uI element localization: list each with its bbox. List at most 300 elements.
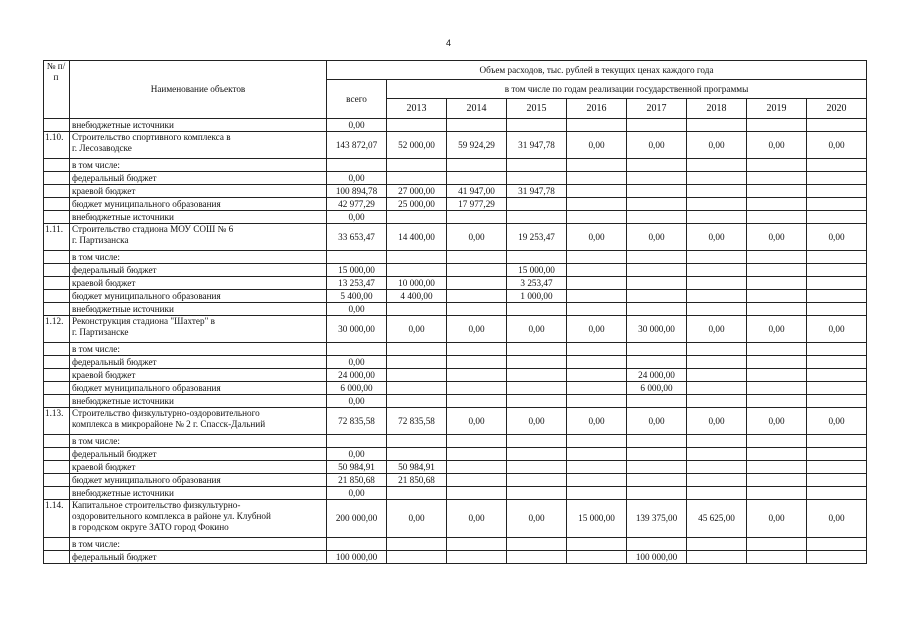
row-number	[44, 119, 70, 132]
header-year: 2014	[447, 99, 507, 119]
row-year-value	[507, 343, 567, 356]
row-year-value	[747, 159, 807, 172]
row-year-value	[627, 435, 687, 448]
row-year-value	[387, 551, 447, 564]
row-year-value	[687, 277, 747, 290]
row-name-line: Строительство стадиона МОУ СОШ № 6	[72, 224, 234, 234]
row-year-value: 0,00	[627, 224, 687, 251]
row-year-value: 0,00	[807, 224, 867, 251]
row-total: 0,00	[327, 356, 387, 369]
row-name	[70, 395, 327, 408]
row-total: 33 653,47	[327, 224, 387, 251]
row-year-value	[447, 435, 507, 448]
row-name	[70, 538, 327, 551]
row-year-value	[807, 356, 867, 369]
row-year-value	[747, 290, 807, 303]
header-total: всего	[327, 80, 387, 119]
row-year-value	[747, 356, 807, 369]
row-number: 1.14.	[44, 500, 70, 538]
row-year-value	[567, 395, 627, 408]
row-name-line: в городском округе ЗАТО город Фокино	[72, 522, 229, 532]
table-row	[44, 132, 867, 159]
table-row	[44, 290, 867, 303]
row-total: 50 984,91	[327, 461, 387, 474]
row-year-value: 0,00	[507, 408, 567, 435]
row-year-value	[387, 303, 447, 316]
row-year-value	[687, 343, 747, 356]
row-total: 0,00	[327, 448, 387, 461]
row-year-value	[687, 461, 747, 474]
row-year-value: 1 000,00	[507, 290, 567, 303]
row-year-value: 0,00	[447, 500, 507, 538]
row-total	[327, 159, 387, 172]
header-costs: Объем расходов, тыс. рублей в текущих ценах каждого года	[327, 61, 867, 80]
row-year-value	[747, 119, 807, 132]
row-year-value	[687, 487, 747, 500]
row-name-line: внебюджетные источники	[72, 303, 174, 314]
row-year-value: 52 000,00	[387, 132, 447, 159]
row-year-value	[747, 382, 807, 395]
row-number	[44, 382, 70, 395]
row-year-value	[507, 487, 567, 500]
row-name-line: Строительство спортивного комплекса в	[72, 132, 231, 142]
row-year-value: 0,00	[747, 500, 807, 538]
row-year-value	[387, 251, 447, 264]
row-year-value	[387, 487, 447, 500]
row-year-value	[447, 303, 507, 316]
row-name	[70, 356, 327, 369]
header-years-group: в том числе по годам реализации государственной программы	[387, 80, 867, 99]
header-year: 2019	[747, 99, 807, 119]
table-row	[44, 408, 867, 435]
row-year-value	[567, 264, 627, 277]
row-year-value	[447, 356, 507, 369]
row-number	[44, 251, 70, 264]
table-row	[44, 264, 867, 277]
row-year-value	[387, 343, 447, 356]
row-year-value: 24 000,00	[627, 369, 687, 382]
row-name-line: бюджет муниципального образования	[72, 290, 221, 301]
table-row	[44, 448, 867, 461]
row-year-value	[447, 159, 507, 172]
row-name-line: федеральный бюджет	[72, 356, 157, 367]
row-year-value	[687, 435, 747, 448]
row-year-value: 50 984,91	[387, 461, 447, 474]
row-number	[44, 198, 70, 211]
row-year-value	[567, 435, 627, 448]
row-year-value: 0,00	[567, 132, 627, 159]
row-year-value	[807, 474, 867, 487]
row-total: 5 400,00	[327, 290, 387, 303]
row-total: 143 872,07	[327, 132, 387, 159]
row-name	[70, 251, 327, 264]
row-year-value	[807, 303, 867, 316]
row-year-value: 3 253,47	[507, 277, 567, 290]
row-year-value	[447, 382, 507, 395]
row-year-value	[747, 448, 807, 461]
row-name-line: внебюджетные источники	[72, 119, 174, 130]
row-year-value	[627, 538, 687, 551]
row-year-value	[747, 211, 807, 224]
row-year-value	[447, 264, 507, 277]
row-total	[327, 538, 387, 551]
row-number	[44, 185, 70, 198]
row-year-value: 0,00	[747, 224, 807, 251]
row-name	[70, 211, 327, 224]
row-year-value	[387, 538, 447, 551]
row-year-value	[627, 303, 687, 316]
row-year-value	[507, 435, 567, 448]
table-row	[44, 343, 867, 356]
row-year-value	[747, 538, 807, 551]
table-row	[44, 211, 867, 224]
row-year-value	[807, 290, 867, 303]
row-year-value	[447, 343, 507, 356]
row-number	[44, 538, 70, 551]
row-year-value	[447, 119, 507, 132]
row-total: 0,00	[327, 211, 387, 224]
row-year-value	[687, 395, 747, 408]
row-total: 6 000,00	[327, 382, 387, 395]
row-name-line: федеральный бюджет	[72, 172, 157, 183]
row-year-value	[687, 172, 747, 185]
row-year-value	[507, 448, 567, 461]
row-name	[70, 303, 327, 316]
row-year-value	[687, 369, 747, 382]
row-year-value	[627, 448, 687, 461]
row-year-value: 0,00	[807, 408, 867, 435]
table-row	[44, 159, 867, 172]
row-year-value	[747, 303, 807, 316]
row-year-value: 0,00	[747, 408, 807, 435]
row-year-value	[567, 198, 627, 211]
row-name-line: в том числе:	[72, 435, 120, 446]
row-year-value	[447, 474, 507, 487]
row-year-value	[627, 395, 687, 408]
row-year-value	[747, 198, 807, 211]
row-total: 30 000,00	[327, 316, 387, 343]
row-year-value	[807, 395, 867, 408]
row-year-value: 0,00	[687, 224, 747, 251]
row-total: 13 253,47	[327, 277, 387, 290]
row-name	[70, 159, 327, 172]
row-year-value	[627, 290, 687, 303]
row-year-value	[747, 435, 807, 448]
row-name	[70, 408, 327, 435]
row-year-value	[807, 487, 867, 500]
row-year-value: 4 400,00	[387, 290, 447, 303]
row-name	[70, 316, 327, 343]
header-year: 2015	[507, 99, 567, 119]
row-year-value	[567, 172, 627, 185]
row-year-value	[807, 435, 867, 448]
row-number	[44, 211, 70, 224]
row-name	[70, 474, 327, 487]
row-year-value	[807, 185, 867, 198]
row-name	[70, 277, 327, 290]
row-total: 200 000,00	[327, 500, 387, 538]
row-name-line: г. Партизанска	[72, 235, 129, 245]
row-name-line: оздоровительного комплекса в районе ул. Клубной	[72, 511, 271, 521]
row-year-value	[447, 448, 507, 461]
row-year-value	[447, 369, 507, 382]
header-year: 2016	[567, 99, 627, 119]
row-year-value	[507, 474, 567, 487]
row-year-value	[747, 264, 807, 277]
row-year-value: 15 000,00	[567, 500, 627, 538]
row-year-value: 0,00	[747, 132, 807, 159]
row-name	[70, 500, 327, 538]
row-year-value	[447, 551, 507, 564]
row-year-value	[807, 198, 867, 211]
row-year-value: 41 947,00	[447, 185, 507, 198]
row-number	[44, 474, 70, 487]
row-name	[70, 448, 327, 461]
row-year-value	[807, 172, 867, 185]
row-year-value	[687, 551, 747, 564]
row-year-value	[447, 461, 507, 474]
row-year-value	[567, 290, 627, 303]
row-number: 1.12.	[44, 316, 70, 343]
row-year-value	[627, 185, 687, 198]
row-number	[44, 172, 70, 185]
row-year-value	[507, 395, 567, 408]
row-year-value	[507, 172, 567, 185]
header-year: 2013	[387, 99, 447, 119]
row-number	[44, 395, 70, 408]
row-total	[327, 343, 387, 356]
row-year-value	[627, 119, 687, 132]
row-total: 0,00	[327, 172, 387, 185]
row-year-value: 0,00	[447, 316, 507, 343]
row-year-value: 0,00	[507, 500, 567, 538]
row-total: 0,00	[327, 303, 387, 316]
table-row	[44, 474, 867, 487]
row-name-line: комплекса в микрорайоне № 2 г. Спасск-Дальний	[72, 419, 266, 429]
row-year-value	[567, 251, 627, 264]
row-year-value	[807, 251, 867, 264]
row-year-value	[447, 290, 507, 303]
row-year-value: 0,00	[507, 316, 567, 343]
row-name-line: в том числе:	[72, 538, 120, 549]
row-name-line: бюджет муниципального образования	[72, 382, 221, 393]
row-number	[44, 461, 70, 474]
row-year-value	[567, 551, 627, 564]
table-row	[44, 551, 867, 564]
row-name	[70, 369, 327, 382]
row-year-value	[747, 395, 807, 408]
row-year-value	[447, 487, 507, 500]
row-year-value	[387, 264, 447, 277]
row-year-value: 59 924,29	[447, 132, 507, 159]
row-name	[70, 487, 327, 500]
table-row	[44, 316, 867, 343]
row-year-value	[807, 264, 867, 277]
row-name	[70, 185, 327, 198]
row-total: 0,00	[327, 119, 387, 132]
row-number	[44, 303, 70, 316]
row-year-value	[447, 211, 507, 224]
row-number	[44, 159, 70, 172]
row-name-line: Строительство физкультурно-оздоровительного	[72, 408, 260, 418]
row-year-value: 14 400,00	[387, 224, 447, 251]
row-total: 72 835,58	[327, 408, 387, 435]
row-year-value	[807, 538, 867, 551]
row-year-value	[807, 119, 867, 132]
table-row	[44, 185, 867, 198]
row-name-line: внебюджетные источники	[72, 487, 174, 498]
table-row	[44, 251, 867, 264]
row-year-value: 139 375,00	[627, 500, 687, 538]
table-row	[44, 277, 867, 290]
row-name-line: в том числе:	[72, 159, 120, 170]
row-year-value	[447, 395, 507, 408]
row-year-value	[627, 211, 687, 224]
row-year-value	[807, 448, 867, 461]
row-name-line: в том числе:	[72, 343, 120, 354]
row-year-value	[447, 277, 507, 290]
row-year-value	[387, 211, 447, 224]
row-year-value: 100 000,00	[627, 551, 687, 564]
row-number	[44, 264, 70, 277]
row-number	[44, 356, 70, 369]
row-name	[70, 435, 327, 448]
row-year-value: 0,00	[807, 316, 867, 343]
row-year-value	[687, 382, 747, 395]
row-name-line: г. Лесозаводске	[72, 143, 132, 153]
row-year-value	[747, 474, 807, 487]
row-year-value	[687, 448, 747, 461]
table-row	[44, 435, 867, 448]
table-row	[44, 369, 867, 382]
header-name: Наименование объектов	[70, 61, 327, 119]
table-row	[44, 224, 867, 251]
row-total: 0,00	[327, 395, 387, 408]
row-year-value	[627, 159, 687, 172]
row-year-value: 6 000,00	[627, 382, 687, 395]
row-name	[70, 119, 327, 132]
row-name-line: бюджет муниципального образования	[72, 198, 221, 209]
row-year-value	[567, 343, 627, 356]
row-year-value	[387, 435, 447, 448]
row-name-line: краевой бюджет	[72, 185, 136, 196]
header-year: 2017	[627, 99, 687, 119]
row-name-line: Реконструкция стадиона "Шахтер" в	[72, 316, 215, 326]
row-year-value: 0,00	[387, 500, 447, 538]
table-row	[44, 395, 867, 408]
row-year-value	[627, 198, 687, 211]
row-year-value	[687, 251, 747, 264]
row-number	[44, 487, 70, 500]
row-year-value	[627, 343, 687, 356]
table-row	[44, 461, 867, 474]
row-year-value: 0,00	[687, 408, 747, 435]
row-year-value	[687, 198, 747, 211]
row-name-line: краевой бюджет	[72, 277, 136, 288]
row-name	[70, 198, 327, 211]
row-year-value	[567, 369, 627, 382]
row-year-value: 72 835,58	[387, 408, 447, 435]
table-row	[44, 119, 867, 132]
row-year-value	[567, 538, 627, 551]
row-total	[327, 435, 387, 448]
row-year-value: 45 625,00	[687, 500, 747, 538]
row-year-value: 0,00	[747, 316, 807, 343]
table-row	[44, 382, 867, 395]
row-year-value	[627, 264, 687, 277]
row-year-value	[807, 343, 867, 356]
row-year-value	[807, 277, 867, 290]
row-year-value: 0,00	[447, 224, 507, 251]
row-year-value	[687, 211, 747, 224]
row-number	[44, 290, 70, 303]
row-year-value: 0,00	[687, 316, 747, 343]
row-year-value	[567, 474, 627, 487]
row-year-value: 0,00	[807, 132, 867, 159]
row-name-line: краевой бюджет	[72, 461, 136, 472]
row-year-value	[567, 185, 627, 198]
row-year-value	[687, 185, 747, 198]
row-year-value	[687, 119, 747, 132]
table-row	[44, 538, 867, 551]
row-year-value: 25 000,00	[387, 198, 447, 211]
row-year-value	[507, 198, 567, 211]
row-year-value	[567, 448, 627, 461]
row-year-value: 0,00	[447, 408, 507, 435]
row-year-value	[567, 119, 627, 132]
row-year-value	[807, 461, 867, 474]
row-year-value	[387, 395, 447, 408]
header-year: 2018	[687, 99, 747, 119]
row-year-value	[687, 290, 747, 303]
row-name	[70, 132, 327, 159]
row-year-value	[387, 356, 447, 369]
row-year-value	[447, 251, 507, 264]
row-year-value	[747, 172, 807, 185]
row-year-value: 0,00	[807, 500, 867, 538]
row-name-line: бюджет муниципального образования	[72, 474, 221, 485]
row-number: 1.10.	[44, 132, 70, 159]
row-year-value	[507, 303, 567, 316]
row-year-value	[687, 303, 747, 316]
row-number	[44, 435, 70, 448]
row-name	[70, 290, 327, 303]
row-year-value	[507, 251, 567, 264]
row-year-value	[387, 448, 447, 461]
row-year-value	[507, 538, 567, 551]
row-year-value	[807, 159, 867, 172]
row-year-value	[627, 474, 687, 487]
row-year-value: 17 977,29	[447, 198, 507, 211]
row-year-value: 0,00	[627, 132, 687, 159]
header-year: 2020	[807, 99, 867, 119]
row-name-line: федеральный бюджет	[72, 551, 157, 562]
row-number	[44, 551, 70, 564]
table-row	[44, 500, 867, 538]
row-total: 42 977,29	[327, 198, 387, 211]
row-year-value	[627, 277, 687, 290]
row-name	[70, 172, 327, 185]
row-year-value	[627, 172, 687, 185]
row-total: 0,00	[327, 487, 387, 500]
row-year-value	[687, 538, 747, 551]
row-number	[44, 277, 70, 290]
row-name	[70, 343, 327, 356]
row-total: 24 000,00	[327, 369, 387, 382]
row-year-value	[747, 369, 807, 382]
row-name-line: федеральный бюджет	[72, 448, 157, 459]
row-year-value: 19 253,47	[507, 224, 567, 251]
